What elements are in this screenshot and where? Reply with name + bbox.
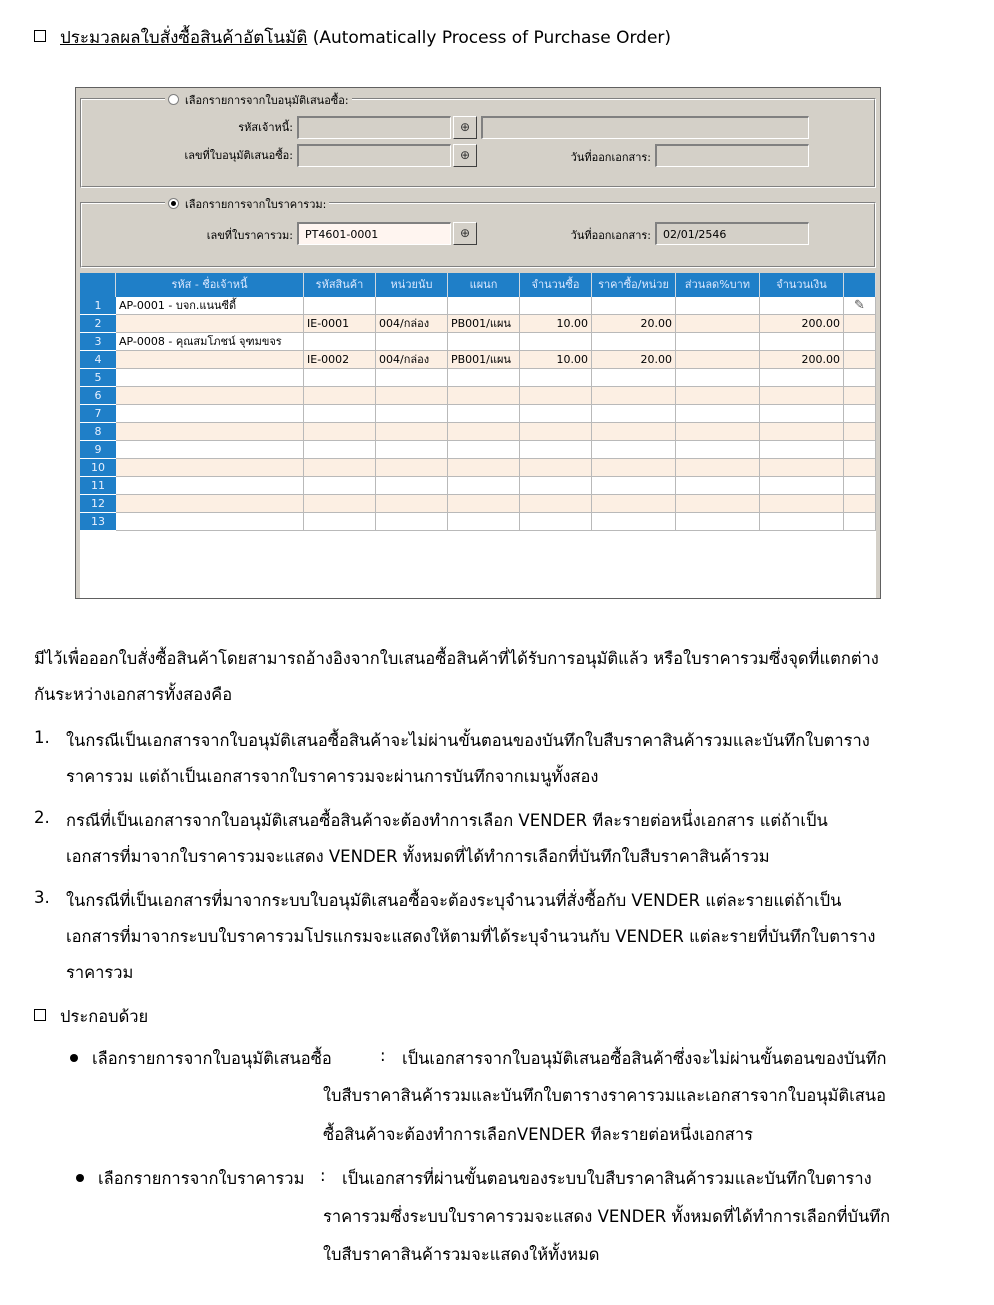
cell-qty[interactable] [520,423,592,441]
cell-discount[interactable] [676,477,760,495]
cell-qty[interactable] [520,387,592,405]
table-row[interactable] [80,477,876,495]
cell-price[interactable] [592,477,676,495]
cell-vendor[interactable] [116,441,304,459]
cell-price[interactable] [592,459,676,477]
section-heading [34,24,671,51]
cell-extra [844,513,876,531]
cell-dept[interactable] [448,441,520,459]
bullet-2-line-2: ราคารวมซึ่งระบบใบราคารวมจะแสดง VENDER ทั้งหมดที่ได้ทำการเลือกที่บันทึก [323,1207,891,1226]
cell-vendor[interactable] [116,477,304,495]
cell-unit[interactable] [376,423,448,441]
row-number[interactable]: 2 [80,315,116,333]
checkbox-bullet-icon [34,1009,46,1021]
cell-vendor[interactable] [116,351,304,369]
table-row[interactable] [80,297,876,315]
cell-unit[interactable]: 004/กล่อง [376,315,448,333]
cell-dept[interactable] [448,297,520,315]
heading-title: ประมวลผลใบสั่งซื้อสินค้าอัตโนมัติ [60,28,308,48]
cell-extra [844,495,876,513]
row-number[interactable]: 1 [80,297,116,315]
cell-discount[interactable] [676,513,760,531]
cell-unit[interactable] [376,333,448,351]
cell-qty[interactable] [520,297,592,315]
cell-dept[interactable]: PB001/แผน [448,351,520,369]
bullet-1-separator: : [380,1046,386,1065]
cell-dept[interactable] [448,387,520,405]
col-discount[interactable]: ส่วนลด%บาท [676,273,760,297]
cell-amount[interactable]: 200.00 [760,315,844,333]
cell-qty[interactable]: 10.00 [520,351,592,369]
cell-discount[interactable] [676,441,760,459]
heading-subtitle: (Automatically Process of Purchase Order) [312,28,672,48]
magnifier-icon: ⊕ [459,148,471,162]
approval-number-label: เลขที่ใบอนุมัติเสนอซื้อ: [184,149,293,162]
cell-unit[interactable] [376,387,448,405]
col-extra [844,273,876,297]
cell-extra [844,387,876,405]
approval-radio-icon[interactable] [168,94,179,105]
cell-unit[interactable] [376,513,448,531]
cell-vendor[interactable]: AP-0008 - คุณสมโภชน์ จุฑมขจร [116,333,304,351]
cell-discount[interactable] [676,423,760,441]
cell-extra [844,441,876,459]
cell-unit[interactable] [376,441,448,459]
table-row[interactable] [80,351,876,369]
cell-price[interactable] [592,495,676,513]
cell-price[interactable] [592,513,676,531]
bullet-1-line-1: เป็นเอกสารจากใบอนุมัติเสนอซื้อสินค้าซึ่งจะไม่ผ่านขั้นตอนของบันทึก [402,1049,887,1068]
cell-extra [844,477,876,495]
cell-unit[interactable] [376,405,448,423]
cell-extra [844,333,876,351]
cell-qty[interactable] [520,513,592,531]
cell-dept[interactable] [448,423,520,441]
cell-unit[interactable]: 004/กล่อง [376,351,448,369]
cell-dept[interactable] [448,513,520,531]
cell-discount[interactable] [676,351,760,369]
cell-discount[interactable] [676,387,760,405]
quote-group-legend[interactable]: เลือกรายการจากใบราคารวม: [165,195,329,213]
cell-qty[interactable] [520,405,592,423]
cell-item[interactable] [304,459,376,477]
cell-unit[interactable] [376,477,448,495]
row-number[interactable]: 13 [80,513,116,531]
row-number[interactable]: 11 [80,477,116,495]
bullet-1-line-2: ใบสืบราคาสินค้ารวมและบันทึกใบตารางราคารวมและเอกสารจากใบอนุมัติเสนอ [323,1086,886,1105]
cell-item[interactable] [304,369,376,387]
item-2-number: 2. [34,808,50,827]
cell-amount[interactable] [760,477,844,495]
cell-dept[interactable] [448,477,520,495]
item-1-number: 1. [34,728,50,747]
row-number[interactable]: 5 [80,369,116,387]
cell-qty[interactable] [520,369,592,387]
table-row[interactable] [80,387,876,405]
cell-extra [844,405,876,423]
table-row[interactable] [80,513,876,531]
grid-corner [80,273,116,297]
approval-number-input[interactable] [297,144,451,167]
row-number[interactable]: 3 [80,333,116,351]
item-3-line-1: ในกรณีที่เป็นเอกสารที่มาจากระบบใบอนุมัติเสนอซื้อจะต้องระบุจำนวนที่สั่งซื้อกับ VENDER แต่ละรายแต่ถ้าเป็น [66,891,842,910]
quote-search-button[interactable] [453,222,477,245]
cell-item[interactable]: IE-0001 [304,315,376,333]
cell-amount[interactable]: 200.00 [760,351,844,369]
cell-item[interactable] [304,495,376,513]
cell-amount[interactable] [760,369,844,387]
cell-discount[interactable] [676,297,760,315]
col-dept[interactable]: แผนก [448,273,520,297]
cell-dept[interactable] [448,369,520,387]
cell-unit[interactable] [376,459,448,477]
table-row[interactable] [80,441,876,459]
cell-discount[interactable] [676,459,760,477]
magnifier-icon: ⊕ [459,226,471,240]
cell-price[interactable]: 20.00 [592,351,676,369]
magnifier-icon: ⊕ [459,120,471,134]
quote-date-field: 02/01/2546 [655,222,809,245]
cell-extra [844,315,876,333]
cell-dept[interactable]: PB001/แผน [448,315,520,333]
vendor-name-field [481,116,809,139]
cell-amount[interactable] [760,441,844,459]
row-number[interactable]: 8 [80,423,116,441]
cell-qty[interactable]: 10.00 [520,315,592,333]
quote-group [80,198,876,268]
cell-price[interactable] [592,297,676,315]
cell-discount[interactable] [676,315,760,333]
cell-vendor[interactable] [116,405,304,423]
bullet-2-line-1: เป็นเอกสารที่ผ่านขั้นตอนของระบบใบสืบราคาสินค้ารวมและบันทึกใบตาราง [342,1169,872,1188]
table-row[interactable] [80,459,876,477]
cell-item[interactable]: IE-0002 [304,351,376,369]
intro-line-2: กันระหว่างเอกสารทั้งสองคือ [34,685,233,704]
cell-discount[interactable] [676,333,760,351]
row-number[interactable]: 9 [80,441,116,459]
cell-amount[interactable] [760,405,844,423]
item-2-line-1: กรณีที่เป็นเอกสารจากใบอนุมัติเสนอซื้อสินค้าจะต้องทำการเลือก VENDER ทีละรายต่อหนึ่งเอกสาร แต่ถ้าเป็น [66,811,828,830]
cell-amount[interactable] [760,513,844,531]
approval-group [80,94,876,188]
vendor-code-input[interactable] [297,116,451,139]
quote-number-label: เลขที่ใบราคารวม: [206,229,293,242]
item-2-line-2: เอกสารที่มาจากใบราคารวมจะแสดง VENDER ทั้งหมดที่ได้ทำการเลือกที่บันทึกใบสืบราคาสินค้ารวม [66,847,770,866]
item-1-line-1: ในกรณีเป็นเอกสารจากใบอนุมัติเสนอซื้อสินค้าจะไม่ผ่านขั้นตอนของบันทึกใบสืบราคาสินค้ารวมและบันทึกใบตาราง [66,731,870,750]
cell-item[interactable] [304,405,376,423]
table-row[interactable] [80,495,876,513]
bullet-1-line-3: ซื้อสินค้าจะต้องทำการเลือกVENDER ทีละรายต่อหนึ่งเอกสาร [323,1125,753,1144]
row-number[interactable]: 4 [80,351,116,369]
cell-item[interactable] [304,477,376,495]
bullet-2-separator: : [320,1166,326,1185]
cell-unit[interactable] [376,297,448,315]
approval-group-legend[interactable]: เลือกรายการจากใบอนุมัติเสนอซื้อ: [165,91,352,109]
checkbox-bullet-icon [34,30,46,42]
cell-vendor[interactable]: AP-0001 - บจก.แนนซีดี้ [116,297,304,315]
order-grid[interactable] [80,273,876,598]
cell-amount[interactable] [760,495,844,513]
cell-price[interactable] [592,369,676,387]
cell-vendor[interactable] [116,315,304,333]
table-row[interactable] [80,369,876,387]
bullet-2-line-3: ใบสืบราคาสินค้ารวมจะแสดงให้ทั้งหมด [323,1245,600,1264]
intro-line-1: มีไว้เพื่อออกใบสั่งซื้อสินค้าโดยสามารถอ้างอิงจากใบเสนอซื้อสินค้าที่ได้รับการอนุมัติแล้ว หรือใบราคารวมซึ่งจุดที่แตกต่าง [34,649,879,668]
cell-amount[interactable] [760,423,844,441]
cell-item[interactable] [304,441,376,459]
vendor-code-label: รหัสเจ้าหนี้: [238,121,293,134]
item-3-line-2: เอกสารที่มาจากระบบใบราคารวมโปรแกรมจะแสดงให้ตามที่ได้ระบุจำนวนกับ VENDER แต่ละรายที่บันทึกใบตาราง [66,927,876,946]
table-row[interactable] [80,405,876,423]
cell-price[interactable] [592,387,676,405]
bullet-dot-icon [76,1174,84,1182]
cell-vendor[interactable] [116,369,304,387]
cell-unit[interactable] [376,369,448,387]
col-unit[interactable]: หน่วยนับ [376,273,448,297]
cell-qty[interactable] [520,459,592,477]
cell-item[interactable] [304,513,376,531]
table-row[interactable] [80,333,876,351]
row-number[interactable]: 10 [80,459,116,477]
table-row[interactable] [80,315,876,333]
cell-dept[interactable] [448,405,520,423]
col-vendor[interactable]: รหัส - ชื่อเจ้าหนี้ [116,273,304,297]
row-number[interactable]: 7 [80,405,116,423]
row-number[interactable]: 6 [80,387,116,405]
cell-amount[interactable] [760,297,844,315]
cell-dept[interactable] [448,459,520,477]
cell-dept[interactable] [448,333,520,351]
cell-item[interactable] [304,297,376,315]
cell-qty[interactable] [520,333,592,351]
cell-qty[interactable] [520,477,592,495]
table-row[interactable] [80,423,876,441]
cell-qty[interactable] [520,441,592,459]
cell-item[interactable] [304,423,376,441]
col-price[interactable]: ราคาซื้อ/หน่วย [592,273,676,297]
cell-vendor[interactable] [116,459,304,477]
cell-unit[interactable] [376,495,448,513]
approval-date-field [655,144,809,167]
cell-amount[interactable] [760,333,844,351]
cell-price[interactable] [592,333,676,351]
cell-discount[interactable] [676,369,760,387]
cell-vendor[interactable] [116,387,304,405]
cell-qty[interactable] [520,495,592,513]
vendor-search-button[interactable] [453,116,477,139]
cell-item[interactable] [304,333,376,351]
purchase-order-window [75,87,881,599]
cell-price[interactable] [592,423,676,441]
quote-number-input[interactable]: PT4601-0001 [297,222,451,245]
item-3-number: 3. [34,888,50,907]
quote-radio-selected-icon[interactable] [168,198,179,209]
col-amount[interactable]: จำนวนเงิน [760,273,844,297]
col-item[interactable]: รหัสสินค้า [304,273,376,297]
row-number[interactable]: 12 [80,495,116,513]
cell-vendor[interactable] [116,423,304,441]
cell-extra [844,351,876,369]
cell-price[interactable] [592,441,676,459]
cell-extra [844,459,876,477]
cell-discount[interactable] [676,405,760,423]
attach-icon[interactable]: ✎ [844,297,876,315]
bullet-2-term: เลือกรายการจากใบราคารวม [98,1169,305,1188]
bullet-dot-icon [70,1054,78,1062]
cell-item[interactable] [304,387,376,405]
item-3-line-3: ราคารวม [66,963,134,982]
cell-vendor[interactable] [116,495,304,513]
cell-dept[interactable] [448,495,520,513]
section-compose: ประกอบด้วย [34,1004,148,1030]
cell-amount[interactable] [760,459,844,477]
cell-extra [844,423,876,441]
cell-price[interactable] [592,405,676,423]
item-1-line-2: ราคารวม แต่ถ้าเป็นเอกสารจากใบราคารวมจะผ่านการบันทึกจากเมนูทั้งสอง [66,767,599,786]
cell-price[interactable]: 20.00 [592,315,676,333]
approval-date-label: วันที่ออกเอกสาร: [570,151,651,164]
cell-extra [844,369,876,387]
cell-vendor[interactable] [116,513,304,531]
col-qty[interactable]: จำนวนซื้อ [520,273,592,297]
quote-date-label: วันที่ออกเอกสาร: [570,229,651,242]
cell-discount[interactable] [676,495,760,513]
cell-amount[interactable] [760,387,844,405]
bullet-1-term: เลือกรายการจากใบอนุมัติเสนอซื้อ [92,1049,332,1068]
approval-search-button[interactable] [453,144,477,167]
